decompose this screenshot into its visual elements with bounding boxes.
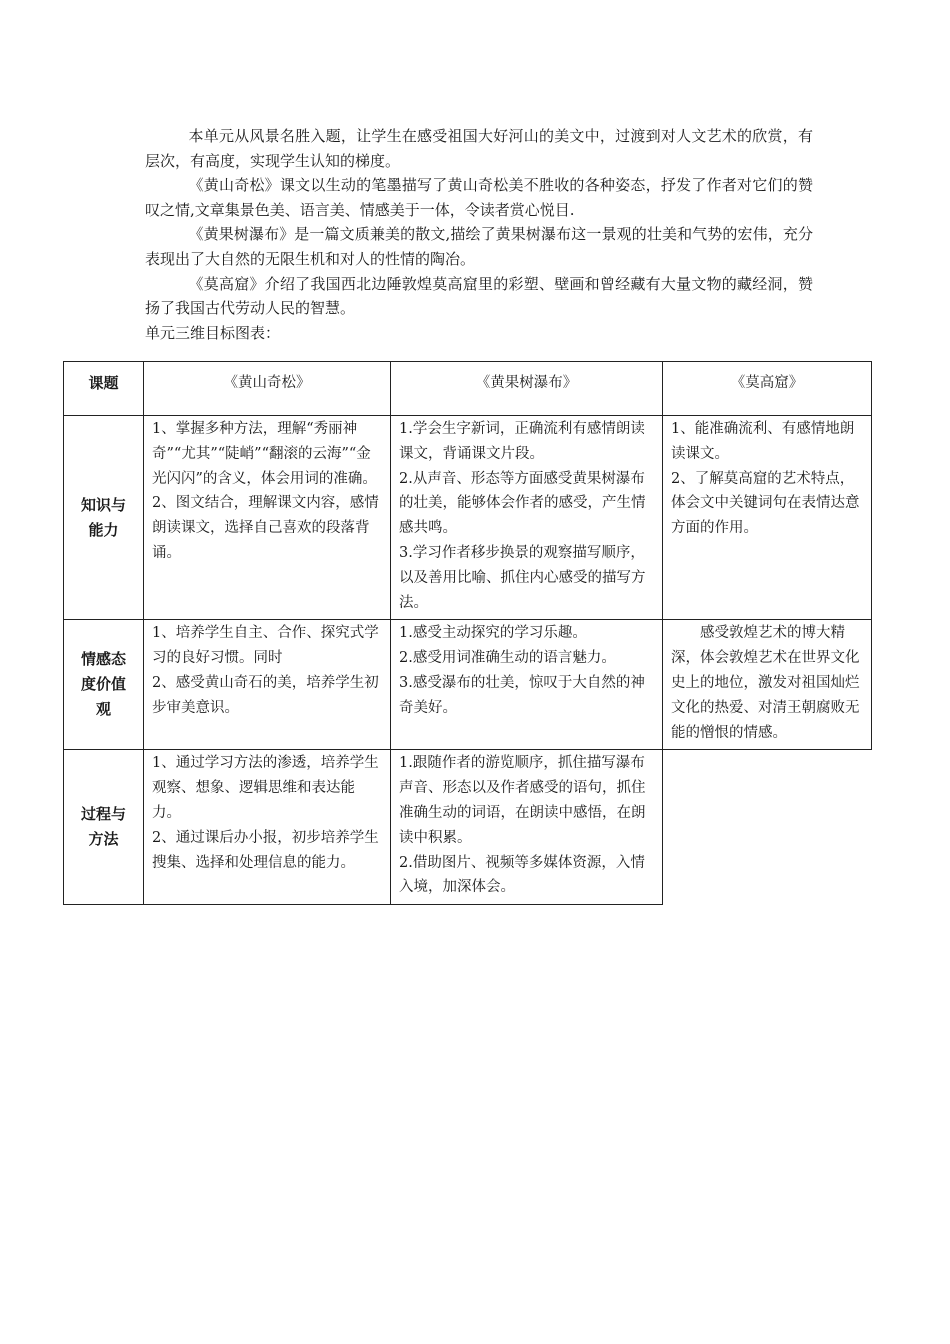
cell-emotion-huangguoshu: 1.感受主动探究的学习乐趣。 2.感受用词准确生动的语言魅力。 3.感受瀑布的壮美，惊叹于大自然的神奇美好。	[391, 620, 663, 750]
cell-emotion-mogao: 感受敦煌艺术的博大精深，体会敦煌艺术在世界文化史上的地位，激发对祖国灿烂文化的热爱、对清王朝腐败无能的憎恨的情感。	[663, 620, 872, 750]
cell-knowledge-mogao: 1、能准确流利、有感情地朗读课文。 2、了解莫高窟的艺术特点，体会文中关键词句在表情达意方面的作用。	[663, 416, 872, 620]
cell-knowledge-huangshan: 1、掌握多种方法，理解“秀丽神奇”“尤其”“陡峭”“翻滚的云海”“金光闪闪”的含义，体会用词的准确。 2、图文结合，理解课文内容，感情朗读课文，选择自己喜欢的段落背诵。	[144, 416, 391, 620]
table-row-knowledge	[64, 416, 872, 620]
header-huangshan: 《黄山奇松》	[144, 362, 391, 416]
row-label-emotion: 情感态 度价值 观	[64, 620, 144, 750]
cell-process-huangguoshu: 1.跟随作者的游览顺序，抓住描写瀑布声音、形态以及作者感受的语句，抓住准确生动的词语，在朗读中感悟，在朗读中积累。 2.借助图片、视频等多媒体资源，入情入境，加深体会。	[391, 750, 663, 905]
table-header-row	[64, 362, 872, 416]
row-label-process: 过程与 方法	[64, 750, 144, 905]
intro-paragraph-huangguoshu: 《黄果树瀑布》是一篇文质兼美的散文,描绘了黄果树瀑布这一景观的壮美和气势的宏伟，充分表现出了大自然的无限生机和对人的性情的陶冶。	[145, 225, 813, 268]
intro-paragraph-unit: 本单元从风景名胜入题，让学生在感受祖国大好河山的美文中，过渡到对人文艺术的欣赏，有层次，有高度，实现学生认知的梯度。	[145, 127, 813, 170]
header-mogao: 《莫高窟》	[663, 362, 872, 416]
cell-emotion-huangshan: 1、培养学生自主、合作、探究式学习的良好习惯。同时 2、感受黄山奇石的美，培养学生初步审美意识。	[144, 620, 391, 750]
table-row-emotion	[64, 620, 872, 750]
table-row-process	[64, 750, 872, 905]
cell-process-mogao-empty	[663, 750, 872, 905]
cell-process-huangshan: 1、通过学习方法的渗透，培养学生观察、想象、逻辑思维和表达能力。 2、通过课后办小报，初步培养学生搜集、选择和处理信息的能力。	[144, 750, 391, 905]
row-label-knowledge: 知识与 能力	[64, 416, 144, 620]
header-huangguoshu: 《黄果树瀑布》	[391, 362, 663, 416]
intro-section	[145, 124, 813, 345]
three-dimensional-goals-table	[63, 361, 872, 905]
intro-paragraph-huangshan: 《黄山奇松》课文以生动的笔墨描写了黄山奇松美不胜收的各种姿态，抒发了作者对它们的赞叹之情,文章集景色美、语言美、情感美于一体，令读者赏心悦目.	[145, 176, 813, 219]
intro-paragraph-mogao: 《莫高窟》介绍了我国西北边陲敦煌莫高窟里的彩塑、壁画和曾经藏有大量文物的藏经洞，赞扬了我国古代劳动人民的智慧。	[145, 274, 813, 318]
cell-knowledge-huangguoshu: 1.学会生字新词，正确流利有感情朗读课文，背诵课文片段。 2.从声音、形态等方面感受黄果树瀑布的壮美，能够体会作者的感受，产生情感共鸣。 3.学习作者移步换景的观察描写顺序，以及善用比喻、抓住内心感受的描写方法。	[391, 416, 663, 620]
table-caption: 单元三维目标图表：	[145, 323, 281, 342]
header-corner-cell: 课题	[64, 362, 144, 416]
